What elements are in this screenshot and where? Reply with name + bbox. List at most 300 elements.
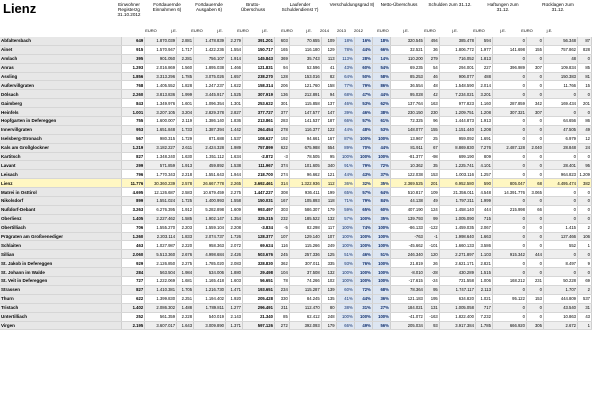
table-cell: 78 — [274, 277, 289, 286]
unit-label: j.E. — [452, 28, 458, 33]
table-cell: 50.228 — [543, 277, 577, 286]
population-cell: 1.293 — [121, 63, 144, 72]
table-cell: 301 — [274, 99, 289, 108]
table-cell: 0 — [526, 161, 543, 170]
table-cell: 185.522 — [289, 214, 321, 223]
table-cell: 1.005.058 — [439, 303, 475, 312]
table-cell: 46 — [424, 72, 439, 81]
table-cell: 308 — [274, 188, 289, 197]
table-cell: 43.540 — [543, 303, 577, 312]
table-cell: 977.823 — [439, 99, 475, 108]
table-cell: 1.643 — [177, 321, 194, 330]
table-cell: 79% — [354, 197, 372, 206]
table-cell: 7.232 — [475, 312, 492, 321]
table-cell: 10.362 — [390, 161, 424, 170]
table-cell: 385.478 — [439, 37, 475, 45]
table-cell: 563.504 — [145, 268, 177, 277]
table-cell: 30.360.239 — [145, 179, 177, 188]
unit-label: EURO — [145, 28, 157, 33]
table-cell: 179 — [321, 321, 336, 330]
table-cell: 1.651.848 — [145, 125, 177, 134]
table-cell: 167 — [321, 134, 336, 143]
table-cell: 1.797.211 — [439, 197, 475, 206]
table-cell: 1.554 — [225, 45, 242, 54]
table-cell: 2.369.525 — [390, 179, 424, 188]
table-cell: 44% — [336, 170, 354, 179]
table-cell: 68% — [336, 90, 354, 99]
table-cell: 0 — [492, 312, 526, 321]
table-cell: 320.545 — [390, 37, 424, 45]
table-cell: 279 — [424, 54, 439, 63]
table-cell: 369 — [274, 54, 289, 63]
population-cell: 706 — [121, 223, 144, 232]
table-cell: 113% — [336, 54, 354, 63]
unit-label: EURO — [521, 28, 533, 33]
population-cell: 1.219 — [121, 143, 144, 152]
table-cell: 0 — [526, 285, 543, 294]
table-cell: 115.858 — [289, 99, 321, 108]
table-cell: 64.656 — [543, 117, 577, 126]
table-cell: 0 — [526, 90, 543, 99]
table-cell: 8.497 — [543, 259, 577, 268]
table-cell: 109 — [424, 188, 439, 197]
table-cell: 115.287 — [289, 285, 321, 294]
table-cell: 871.688 — [194, 134, 226, 143]
table-cell: 1.705 — [177, 285, 194, 294]
table-cell: 307.919 — [243, 90, 275, 99]
table-cell: 3.813.836 — [145, 90, 177, 99]
table-cell: 0 — [492, 81, 526, 90]
table-cell: 100% — [336, 232, 354, 241]
table-cell: -163 — [424, 312, 439, 321]
municipality-name: Matrei in Osttirol — [0, 188, 121, 197]
table-cell: 1.466 — [225, 63, 242, 72]
table-cell: 62% — [372, 99, 390, 108]
table-cell: 100% — [354, 232, 372, 241]
table-cell: 2.578 — [177, 179, 194, 188]
table-cell: 2.583 — [177, 188, 194, 197]
table-cell: 163 — [424, 99, 439, 108]
table-cell: 100% — [372, 152, 390, 161]
table-cell: 25 — [424, 134, 439, 143]
table-cell: 1.471 — [225, 285, 242, 294]
table-cell: 95.028 — [390, 90, 424, 99]
table-row — [0, 214, 592, 223]
table-cell: 110.200 — [390, 54, 424, 63]
municipality-name: Strassen — [0, 285, 121, 294]
table-cell: 0 — [578, 214, 592, 223]
table-cell: 158 — [321, 81, 336, 90]
table-cell: 16% — [354, 37, 372, 45]
table-cell: 1.707 — [543, 285, 577, 294]
table-cell: 2.072 — [225, 241, 242, 250]
table-cell: 1.717 — [177, 45, 194, 54]
table-cell: 3.201 — [475, 90, 492, 99]
table-cell: 28.401 — [543, 161, 577, 170]
table-cell: 4.101 — [475, 161, 492, 170]
table-cell: 60% — [354, 63, 372, 72]
table-cell: 936.411 — [289, 188, 321, 197]
table-cell: 2.611 — [177, 143, 194, 152]
table-cell: 124 — [424, 205, 439, 214]
table-cell: 0 — [578, 108, 592, 117]
table-cell: 249 — [321, 241, 336, 250]
table-cell: 199 — [321, 188, 336, 197]
table-cell: 0 — [526, 232, 543, 241]
table-cell: 0 — [492, 223, 526, 232]
table-cell: -5 — [274, 223, 289, 232]
municipality-name: Assling — [0, 72, 121, 81]
table-row — [0, 152, 592, 161]
table-cell: -763 — [390, 232, 424, 241]
table-cell: 93 — [424, 321, 439, 330]
table-cell: 95 — [321, 152, 336, 161]
table-cell: 36% — [336, 179, 354, 188]
table-row — [0, 188, 592, 197]
table-cell: 1.209.751 — [439, 108, 475, 117]
table-cell: 87% — [336, 134, 354, 143]
table-cell: 51% — [372, 250, 390, 259]
municipality-name: Oberlienz — [0, 214, 121, 223]
table-cell: 115.266 — [289, 241, 321, 250]
table-cell: 145.843 — [243, 54, 275, 63]
table-cell: 307.011 — [289, 259, 321, 268]
table-cell: 147 — [321, 108, 336, 117]
table-cell: 118 — [321, 197, 336, 206]
table-cell: 1.027.987 — [145, 241, 177, 250]
table-cell: 257.336 — [289, 250, 321, 259]
table-cell: 113 — [321, 54, 336, 63]
header-netto: Netto-Überschuss — [380, 2, 418, 7]
table-cell: 168.212 — [492, 277, 526, 286]
table-cell: 100% — [354, 134, 372, 143]
table-cell: 100% — [336, 312, 354, 321]
table-cell: 47% — [354, 90, 372, 99]
table-cell: 959.092 — [439, 134, 475, 143]
table-cell: 99 — [424, 214, 439, 223]
table-cell: 1.005.090 — [439, 214, 475, 223]
table-cell: 2.126.850 — [145, 259, 177, 268]
table-cell: 1.785.020 — [194, 259, 226, 268]
table-cell: 1.400.993 — [194, 197, 226, 206]
population-cell: 567 — [121, 134, 144, 143]
table-cell: 2.487.128 — [492, 143, 526, 152]
table-cell: 0 — [492, 285, 526, 294]
table-cell: 86% — [372, 81, 390, 90]
table-cell: 31 — [578, 303, 592, 312]
table-cell: 915.342 — [492, 250, 526, 259]
table-cell: 571.859 — [145, 161, 177, 170]
table-cell: 1.548.590 — [439, 81, 475, 90]
table-cell: 64% — [336, 72, 354, 81]
table-cell: 150.717 — [243, 45, 275, 54]
table-cell: 60% — [372, 205, 390, 214]
table-cell: 47.505 — [543, 125, 577, 134]
table-cell: 1.348.240 — [145, 152, 177, 161]
table-cell: -3 — [274, 152, 289, 161]
table-cell: 716.052 — [439, 54, 475, 63]
table-cell: 0 — [526, 259, 543, 268]
table-cell: 1.103 — [475, 250, 492, 259]
table-cell: 205.428 — [243, 294, 275, 303]
table-cell: 2.271.897 — [439, 250, 475, 259]
table-cell: 1.006 — [475, 277, 492, 286]
table-cell: 0 — [492, 54, 526, 63]
header-brutto: Brutto-Überschuss — [240, 2, 266, 13]
population-cell: 827 — [121, 285, 144, 294]
table-row — [0, 241, 592, 250]
table-cell: 5.513.360 — [145, 250, 177, 259]
table-cell: 100% — [354, 214, 372, 223]
table-row — [0, 117, 592, 126]
table-cell: 248 — [321, 312, 336, 321]
table-row — [0, 303, 592, 312]
table-cell: 1.399.830 — [145, 294, 177, 303]
table-cell: 18% — [336, 37, 354, 45]
table-cell: 0 — [526, 170, 543, 179]
table-cell: 57% — [354, 117, 372, 126]
table-cell: 1.747.117 — [439, 285, 475, 294]
table-cell: -8.010 — [390, 268, 424, 277]
table-cell: 0 — [492, 303, 526, 312]
table-cell: 111.967 — [243, 161, 275, 170]
table-cell: 100% — [372, 312, 390, 321]
unit-label: j.E. — [500, 28, 506, 33]
table-cell: 91% — [336, 161, 354, 170]
table-row — [0, 205, 592, 214]
table-cell: 3.182.227 — [145, 143, 177, 152]
table-cell: 24 — [578, 143, 592, 152]
table-cell: 54% — [372, 63, 390, 72]
table-cell: 74.266 — [289, 277, 321, 286]
table-cell: 137 — [321, 99, 336, 108]
table-cell: 53% — [354, 99, 372, 108]
municipality-name: Untertilliach — [0, 312, 121, 321]
header-verschuldungsgrad: Verschuldungsgrad 8) — [329, 2, 375, 7]
table-cell: -81.377 — [390, 152, 424, 161]
table-cell: 634.820 — [439, 294, 475, 303]
table-cell: 0 — [543, 268, 577, 277]
table-cell: 57% — [336, 214, 354, 223]
table-row — [0, 259, 592, 268]
table-cell: 79% — [354, 81, 372, 90]
table-cell: 121.760 — [289, 81, 321, 90]
table-cell: 58% — [372, 72, 390, 81]
table-cell: 1.570.947 — [145, 45, 177, 54]
table-cell: 41 — [321, 63, 336, 72]
table-cell: 699.190 — [439, 152, 475, 161]
table-cell: 1.371 — [225, 321, 242, 330]
table-cell: 38% — [372, 108, 390, 117]
table-cell: 2.275 — [177, 259, 194, 268]
table-cell: 1.691 — [475, 134, 492, 143]
table-cell: 1.999 — [177, 90, 194, 99]
table-cell: 77% — [336, 81, 354, 90]
population-cell: 11.776 — [121, 179, 144, 188]
table-cell: 274 — [274, 170, 289, 179]
table-cell: 150.383 — [543, 72, 577, 81]
table-cell: 32.521 — [390, 45, 424, 54]
municipality-name: Tristach — [0, 303, 121, 312]
municipality-name: Anras — [0, 63, 121, 72]
table-cell: 0 — [543, 250, 577, 259]
table-cell: 28% — [354, 54, 372, 63]
table-row — [0, 54, 592, 63]
table-cell: 147.577 — [289, 108, 321, 117]
municipality-name: Gaimberg — [0, 99, 121, 108]
table-cell: 100% — [336, 223, 354, 232]
table-cell: 2.203.114 — [145, 232, 177, 241]
table-cell: 1.560 — [177, 63, 194, 72]
table-cell: 1.600.007 — [145, 117, 177, 126]
table-cell: 1.912 — [177, 205, 194, 214]
table-cell: -98 — [424, 152, 439, 161]
unit-label: EURO — [281, 28, 293, 33]
table-cell: 1.733 — [177, 125, 194, 134]
population-cell: 4.695 — [121, 188, 144, 197]
table-cell: 4.495.474 — [543, 179, 577, 188]
table-cell: 212.891 — [289, 90, 321, 99]
table-cell: 69.235 — [390, 63, 424, 72]
table-cell: 1.785 — [177, 72, 194, 81]
table-cell: 85 — [578, 63, 592, 72]
table-cell: 1.349.976 — [145, 99, 177, 108]
table-cell: 1.194.402 — [194, 294, 226, 303]
table-cell: 44% — [372, 143, 390, 152]
header-schuldendienst: Laufender Schuldendienst 7) — [281, 2, 319, 13]
table-cell: 158.314 — [243, 81, 275, 90]
table-cell: -122 — [424, 223, 439, 232]
table-cell: 54 — [424, 63, 439, 72]
table-cell: 100% — [372, 223, 390, 232]
table-cell: 1.410.381 — [145, 285, 177, 294]
table-cell: 21.356.011 — [439, 188, 475, 197]
table-cell: 0 — [578, 250, 592, 259]
table-cell: 82.298 — [289, 223, 321, 232]
table-cell: 11.766 — [543, 81, 577, 90]
table-cell: 0 — [492, 170, 526, 179]
table-cell: 37.508 — [289, 268, 321, 277]
table-cell: 494 — [424, 37, 439, 45]
population-cell: 649 — [121, 37, 144, 45]
table-cell: 1.488 — [177, 303, 194, 312]
population-cell: 929 — [121, 259, 144, 268]
table-cell: 666.920 — [492, 321, 526, 330]
table-cell: 1.729 — [177, 134, 194, 143]
table-cell: 0 — [492, 117, 526, 126]
table-cell: 26.667.778 — [194, 179, 226, 188]
table-cell: 1.387.394 — [194, 125, 226, 134]
table-cell: 100% — [354, 268, 372, 277]
table-cell: 10.863 — [543, 312, 577, 321]
table-row — [0, 170, 592, 179]
table-cell: 2.203 — [177, 223, 194, 232]
header-ausgaben: Fortdauernde Ausgaben 6) — [195, 2, 223, 13]
unit-label: EURO — [237, 28, 249, 33]
table-cell: 307.321 — [492, 108, 526, 117]
table-cell: 0 — [526, 303, 543, 312]
table-cell: 2.621.171 — [439, 259, 475, 268]
table-cell: 231 — [526, 277, 543, 286]
table-cell: 2.143 — [225, 312, 242, 321]
table-cell: 264.454 — [243, 125, 275, 134]
table-cell: 100% — [372, 232, 390, 241]
table-cell: 31% — [354, 303, 372, 312]
table-cell: 10.679.459 — [194, 188, 226, 197]
table-cell: 18% — [372, 37, 390, 45]
municipality-name: Obertilliach — [0, 223, 121, 232]
table-cell: 1.322.936 — [289, 179, 321, 188]
table-row — [0, 268, 592, 277]
table-cell: 2.426 — [225, 250, 242, 259]
table-cell: 201 — [424, 179, 439, 188]
table-cell: 0 — [526, 134, 543, 143]
table-cell: 155 — [424, 125, 439, 134]
table-row — [0, 99, 592, 108]
table-cell: 79% — [354, 161, 372, 170]
table-cell: 101.605 — [289, 161, 321, 170]
population-cell: 1.402 — [121, 303, 144, 312]
table-cell: 59% — [336, 205, 354, 214]
table-cell: 109.834 — [543, 63, 577, 72]
unit-label: 2014 — [320, 28, 329, 33]
table-cell: 21.819 — [390, 259, 424, 268]
table-cell: 56% — [372, 321, 390, 330]
table-cell: 93% — [336, 259, 354, 268]
table-cell: 362 — [274, 259, 289, 268]
table-cell: 0 — [492, 37, 526, 45]
table-cell: 0 — [492, 90, 526, 99]
table-cell: 6.979 — [543, 134, 577, 143]
table-cell: 586.307 — [289, 205, 321, 214]
table-cell: 64% — [372, 188, 390, 197]
table-cell: 116 — [274, 241, 289, 250]
table-cell: 116.180 — [289, 45, 321, 54]
table-cell: 0 — [578, 188, 592, 197]
table-cell: 44% — [354, 294, 372, 303]
table-cell: 503.676 — [243, 250, 275, 259]
table-cell: 112 — [321, 179, 336, 188]
population-cell: 463 — [121, 241, 144, 250]
table-cell: 430.289 — [439, 268, 475, 277]
table-cell: 1.914 — [225, 54, 242, 63]
table-cell: 1.989 — [225, 143, 242, 152]
table-cell: 0 — [526, 197, 543, 206]
table-cell: 37% — [372, 170, 390, 179]
municipality-name: Leisach — [0, 170, 121, 179]
table-cell: 622 — [274, 143, 289, 152]
table-cell: 2.821 — [475, 259, 492, 268]
unit-label: j.E. — [403, 28, 409, 33]
table-cell: 1.895.038 — [194, 63, 226, 72]
table-cell: 335 — [321, 259, 336, 268]
table-cell: 3.207.105 — [145, 108, 177, 117]
table-cell: 1.422.236 — [194, 45, 226, 54]
table-cell: 72% — [354, 285, 372, 294]
table-cell: 104 — [274, 268, 289, 277]
table-cell: 65% — [336, 188, 354, 197]
table-cell: 100% — [372, 268, 390, 277]
table-cell: 155 — [526, 45, 543, 54]
table-cell: 66% — [336, 321, 354, 330]
table-cell: 67 — [424, 143, 439, 152]
table-cell: 100% — [372, 277, 390, 286]
municipality-name: Lavant — [0, 161, 121, 170]
table-cell: 38% — [336, 303, 354, 312]
table-cell: 444 — [526, 250, 543, 259]
table-cell: 1.415 — [543, 223, 577, 232]
table-cell: 1.822.400 — [439, 312, 475, 321]
